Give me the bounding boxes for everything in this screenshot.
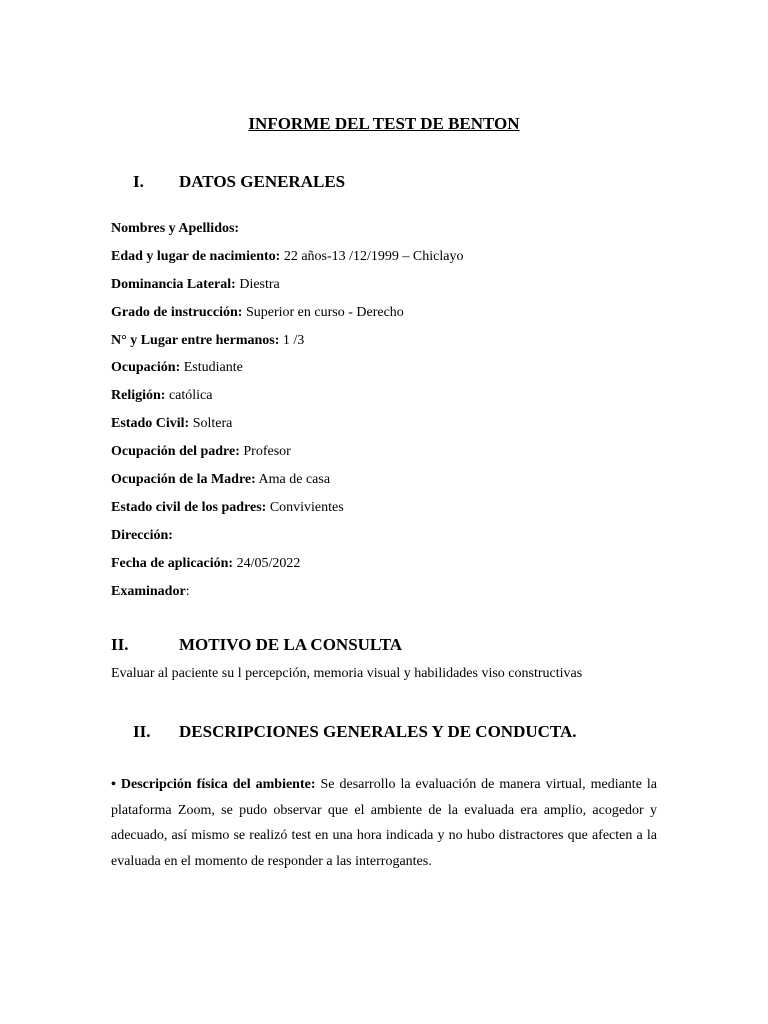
field-label: Edad y lugar de nacimiento:	[111, 248, 281, 264]
section-title: DATOS GENERALES	[179, 172, 346, 191]
paragraph-text: Se desarrollo la evaluación de manera virtual, mediante la plataforma Zoom, se pudo observar que el ambiente de la evaluada era amplio, acogedor y adecuado, así mismo se realizó test en una hora indicada y no hubo distractores que afecten a la evaluada en el momento de responder a las interrogantes.	[111, 777, 658, 869]
field-value: Profesor	[239, 444, 291, 460]
field-label: Dominancia Lateral:	[111, 276, 236, 292]
field-estado-civil	[111, 414, 671, 442]
field-label: Estado civil de los padres:	[111, 499, 267, 515]
field-label: Grado de instrucción:	[111, 304, 243, 320]
field-value: Soltera	[189, 416, 233, 432]
field-value: Superior en curso - Derecho	[242, 304, 404, 320]
field-direccion	[111, 526, 671, 554]
field-label: Ocupación de la Madre:	[111, 472, 256, 488]
field-value: Diestra	[235, 276, 280, 292]
field-label: Nombres y Apellidos:	[111, 221, 240, 236]
field-value: :	[185, 583, 190, 599]
field-religion	[111, 386, 671, 414]
field-grado-instruccion	[111, 303, 671, 331]
field-value: Ama de casa	[255, 472, 331, 488]
field-label: Dirección:	[111, 527, 173, 543]
section-number: II.	[111, 635, 129, 654]
field-label: Religión:	[111, 388, 166, 404]
field-dominancia	[111, 275, 671, 303]
field-value: 1 /3	[279, 332, 305, 348]
paragraph-label: Descripción física del ambiente:	[120, 777, 316, 792]
section-title: MOTIVO DE LA CONSULTA	[179, 635, 403, 654]
motivo-text: Evaluar al paciente su l percepción, memoria visual y habilidades viso constructivas	[111, 666, 583, 681]
document-title: INFORME DEL TEST DE BENTON	[248, 114, 520, 133]
field-label: Fecha de aplicación:	[111, 555, 234, 571]
general-data-list	[111, 219, 671, 609]
bullet: •	[111, 777, 116, 792]
field-label: Estado Civil:	[111, 416, 190, 432]
field-ocupacion	[111, 358, 671, 386]
section-title: DESCRIPCIONES GENERALES Y DE CONDUCTA.	[179, 722, 577, 741]
field-label: Examinador	[111, 583, 186, 599]
field-label: N° y Lugar entre hermanos:	[111, 332, 280, 348]
field-examinador	[111, 582, 671, 610]
field-ocupacion-madre	[111, 470, 671, 498]
section-number: I.	[133, 172, 144, 191]
field-value: 22 años-13 /12/1999 – Chiclayo	[280, 248, 464, 264]
field-value: Convivientes	[266, 499, 344, 515]
field-ocupacion-padre	[111, 442, 671, 470]
field-value: católica	[165, 388, 213, 404]
field-fecha-aplicacion	[111, 554, 671, 582]
field-estado-civil-padres	[111, 498, 671, 526]
field-value: 24/05/2022	[233, 555, 301, 571]
descripcion-fisica-paragraph	[111, 772, 657, 874]
section-number: II.	[133, 722, 151, 741]
field-nombres	[111, 219, 671, 247]
field-label: Ocupación del padre:	[111, 444, 240, 460]
field-label: Ocupación:	[111, 360, 181, 376]
field-lugar-hermanos	[111, 331, 671, 359]
field-edad-lugar	[111, 247, 671, 275]
field-value: Estudiante	[180, 360, 243, 376]
